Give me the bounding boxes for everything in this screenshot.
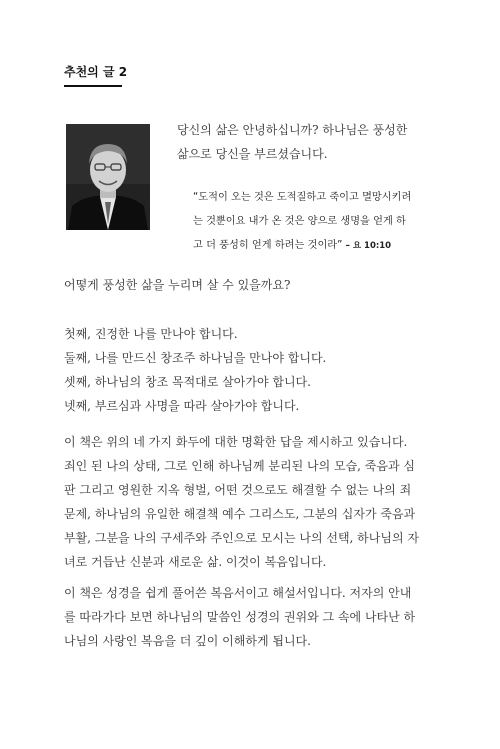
section-heading: 추천의 글 2 — [64, 63, 122, 87]
portrait-image — [66, 124, 150, 230]
body-paragraph-1 — [64, 430, 419, 574]
quote-line: 고 더 풍성히 얻게 하려는 것이라” — [193, 240, 346, 251]
question-text: 어떻게 풍성한 삶을 누리며 살 수 있을까요? — [64, 278, 291, 292]
paragraph-line: 이 책은 성경을 쉽게 풀어쓴 복음서이고 해설서입니다. 저자의 안내 — [64, 586, 412, 600]
list-item: 둘째, 나를 만드신 창조주 하나님을 만나야 합니다. — [64, 351, 327, 365]
intro-line: 삶으로 당신을 부르셨습니다. — [177, 147, 328, 161]
paragraph-line: 문제, 하나님의 유일한 해결책 예수 그리스도, 그분의 십자가 죽음과 — [64, 507, 416, 521]
paragraph-line: 이 책은 위의 네 가지 화두에 대한 명확한 답을 제시하고 있습니다. — [64, 435, 408, 449]
scripture-quote — [193, 186, 453, 258]
quote-line: 는 것뿐이요 내가 온 것은 양으로 생명을 얻게 하 — [193, 216, 406, 227]
list-item: 넷째, 부르심과 사명을 따라 살아가야 합니다. — [64, 399, 300, 413]
paragraph-line: 를 따라가다 보면 하나님의 말씀인 성경의 권위와 그 속에 나타난 하 — [64, 610, 416, 624]
quote-line: “도적이 오는 것은 도적질하고 죽이고 멸망시키려 — [193, 192, 412, 203]
intro-line: 당신의 삶은 안녕하십니까? 하나님은 풍성한 — [177, 123, 408, 137]
paragraph-line: 녀로 거듭난 신분과 새로운 삶. 이것이 복음입니다. — [64, 555, 327, 569]
quote-line-last — [193, 234, 453, 258]
body-paragraph-2 — [64, 581, 416, 653]
paragraph-line: 판 그리고 영원한 지옥 형벌, 어떤 것으로도 해결할 수 없는 나의 죄 — [64, 483, 412, 497]
steps-list — [64, 322, 408, 418]
author-photo — [66, 124, 150, 230]
quote-reference: – 요 10:10 — [345, 241, 392, 251]
intro-text — [177, 118, 457, 166]
paragraph-line: 나님의 사랑인 복음을 더 깊이 이해하게 됩니다. — [64, 634, 311, 648]
list-item: 셋째, 하나님의 창조 목적대로 살아가야 합니다. — [64, 375, 311, 389]
list-item: 첫째, 진정한 나를 만나야 합니다. — [64, 327, 238, 341]
paragraph-line: 죄인 된 나의 상태, 그로 인해 하나님께 분리된 나의 모습, 죽음과 심 — [64, 459, 415, 473]
paragraph-line: 부활, 그분을 나의 구세주와 주인으로 모시는 나의 선택, 하나님의 자 — [64, 531, 419, 545]
